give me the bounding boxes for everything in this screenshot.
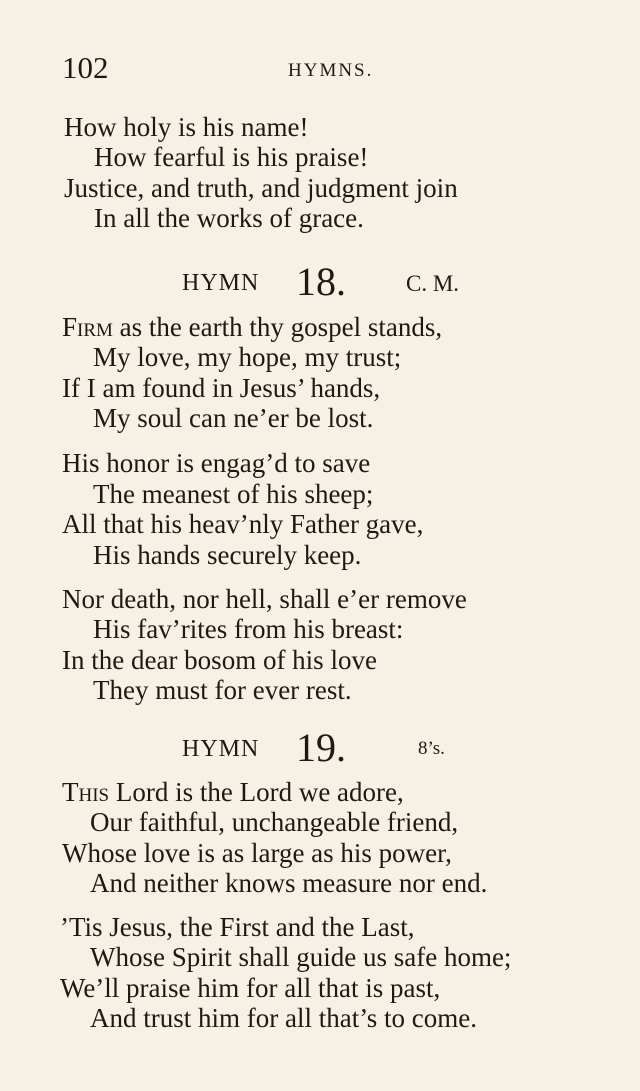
verse-line: How holy is his name!: [64, 112, 309, 142]
first-word: This: [62, 777, 110, 807]
verse-line: Our faithful, unchangeable friend,: [90, 807, 459, 837]
verse-line: We’ll praise him for all that is past,: [60, 973, 441, 1003]
verse-line: In all the works of grace.: [94, 203, 364, 233]
verse-line: [62, 777, 404, 807]
verse-line-rest: as the earth thy gospel stands,: [112, 312, 443, 342]
verse-line: And trust him for all that’s to come.: [90, 1003, 477, 1033]
verse-line: They must for ever rest.: [93, 675, 352, 705]
verse-line: [62, 312, 442, 342]
verse-line: His hands securely keep.: [93, 540, 362, 570]
verse-line: Nor death, nor hell, shall e’er remove: [62, 584, 467, 614]
running-title: HYMNS.: [288, 60, 374, 81]
verse-line: Whose love is as large as his power,: [62, 838, 452, 868]
verse-line: How fearful is his praise!: [94, 142, 369, 172]
first-word: Firm: [62, 312, 113, 342]
page-number: 102: [62, 50, 109, 85]
verse-line: ’Tis Jesus, the First and the Last,: [60, 912, 415, 942]
verse-line: The meanest of his sheep;: [93, 479, 374, 509]
hymn-label: HYMN: [182, 270, 260, 296]
hymn-label: HYMN: [182, 736, 260, 762]
hymn-heading: [182, 724, 482, 770]
verse-line: All that his heav’nly Father gave,: [62, 509, 424, 539]
hymn-number: 19.: [296, 725, 346, 770]
verse-line: My soul can ne’er be lost.: [93, 403, 374, 433]
running-head: [62, 50, 582, 90]
verse-line: His fav’rites from his breast:: [93, 614, 404, 644]
hymn-meter: C. M.: [406, 271, 460, 296]
verse-line: Justice, and truth, and judgment join: [64, 173, 458, 203]
hymn-meter: 8’s.: [418, 738, 445, 759]
verse-line: In the dear bosom of his love: [62, 645, 377, 675]
verse-line: His honor is engag’d to save: [62, 448, 371, 478]
verse-line: My love, my hope, my trust;: [93, 342, 402, 372]
hymn-number: 18.: [296, 259, 346, 304]
verse-line: And neither knows measure nor end.: [90, 868, 488, 898]
verse-line: If I am found in Jesus’ hands,: [62, 373, 381, 403]
hymn-heading: [182, 258, 502, 304]
verse-line-rest: Lord is the Lord we adore,: [109, 777, 404, 807]
verse-line: Whose Spirit shall guide us safe home;: [90, 942, 512, 972]
